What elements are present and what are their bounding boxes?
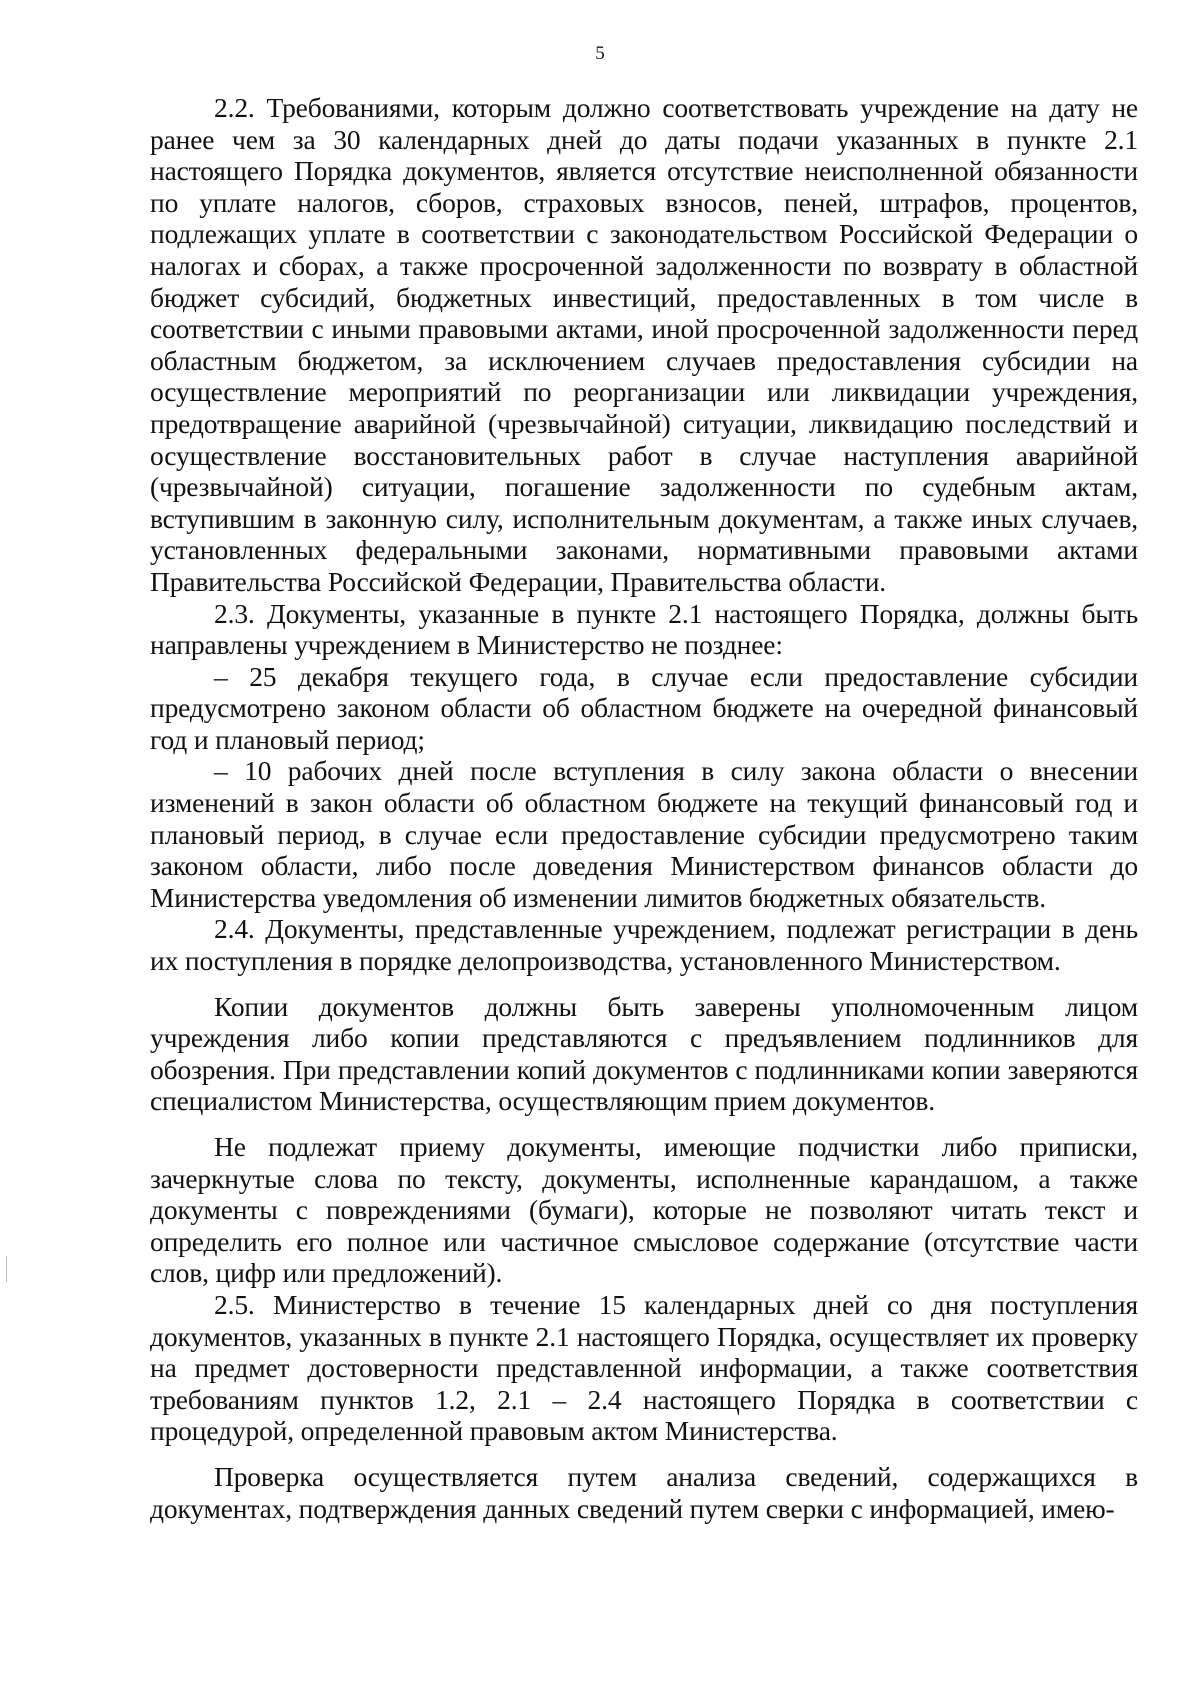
list-item-deadline-december: – 25 декабря текущего года, в случае если предоставление субсидии предусмотрено законом области об областном бюджете на очередной финансовый год и плановый период; <box>150 660 1138 755</box>
paragraph-rejection: Не подлежат приему документы, имеющие подчистки либо приписки, зачеркнутые слова по тексту, документы, исполненные карандашом, а также документы с повреждениями (бумаги), которые не позволяют читать текст и определить его полное или частичное смысловое содержание (отсутствие части слов, цифр или предложений). <box>150 1131 1138 1289</box>
document-body <box>150 92 1138 1524</box>
list-item-deadline-working-days: – 10 рабочих дней после вступления в силу закона области о внесении изменений в закон области об областном бюджете на текущий финансовый год и плановый период, в случае если предоставление субсидии предусмотрено таким законом области, либо после доведения Министерством финансов области до Министерства уведомления об изменении лимитов бюджетных обязательств. <box>150 755 1138 913</box>
scan-margin-mark <box>6 1256 7 1282</box>
paragraph-2-2: 2.2. Требованиями, которым должно соответствовать учреждение на дату не ранее чем за 30 календарных дней до даты подачи указанных в пункте 2.1 настоящего Порядка документов, является отсутствие неисполненной обязанности по уплате налогов, сборов, страховых взносов, пеней, штрафов, процентов, подлежащих уплате в соответствии с законодательством Российской Федерации о налогах и сборах, а также просроченной задолженности по возврату в областной бюджет субсидий, бюджетных инвестиций, предоставленных в том числе в соответствии с иными правовыми актами, иной просроченной задолженности перед областным бюджетом, за исключением случаев предоставления субсидии на осуществление мероприятий по реорганизации или ликвидации учреждения, предотвращение аварийной (чрезвычайной) ситуации, ликвидацию последствий и осуществление восстановительных работ в случае наступления аварийной (чрезвычайной) ситуации, погашение задолженности по судебным актам, вступившим в законную силу, исполнительным документам, а также иных случаев, установленных федеральными законами, нормативными правовыми актами Правительства Российской Федерации, Правительства области. <box>150 92 1138 597</box>
page-number: 5 <box>595 43 605 64</box>
paragraph-copies: Копии документов должны быть заверены уполномоченным лицом учреждения либо копии представляются с предъявлением подлинников для обозрения. При представлении копий документов с подлинниками копии заверяются специалистом Министерства, осуществляющим прием документов. <box>150 990 1138 1117</box>
paragraph-2-4: 2.4. Документы, представленные учреждением, подлежат регистрации в день их поступления в порядке делопроизводства, установленного Министерством. <box>150 913 1138 977</box>
paragraph-2-3: 2.3. Документы, указанные в пункте 2.1 настоящего Порядка, должны быть направлены учреждением в Министерство не позднее: <box>150 597 1138 661</box>
paragraph-2-5: 2.5. Министерство в течение 15 календарных дней со дня поступления документов, указанных в пункте 2.1 настоящего Порядка, осуществляет их проверку на предмет достоверности представленной информации, а также соответствия требованиям пунктов 1.2, 2.1 – 2.4 настоящего Порядка в соответствии с процедурой, определенной правовым актом Министерства. <box>150 1288 1138 1447</box>
paragraph-verification: Проверка осуществляется путем анализа сведений, содержащихся в документах, подтверждения данных сведений путем сверки с информацией, имею- <box>150 1460 1138 1524</box>
